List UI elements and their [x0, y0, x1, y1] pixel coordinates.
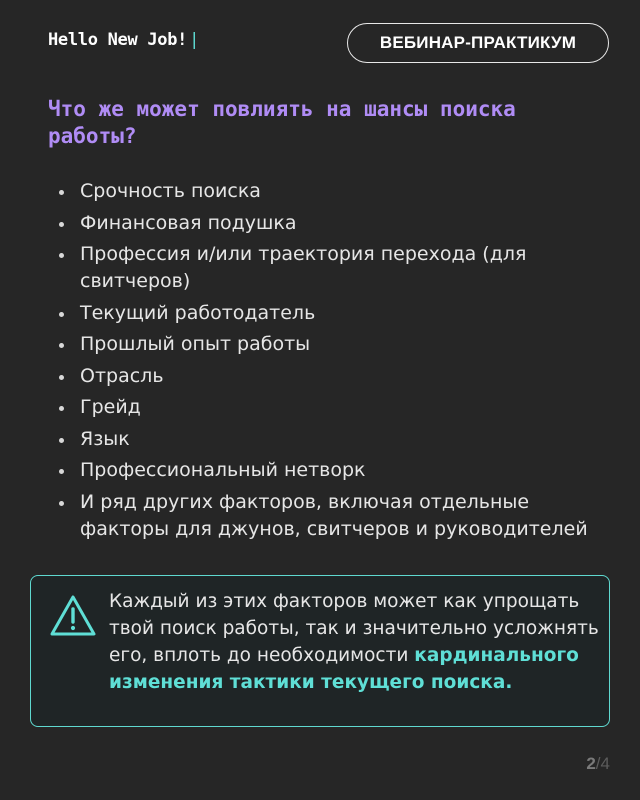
- list-item: [56, 241, 616, 295]
- bullet-icon: [59, 312, 64, 317]
- factor-label: Прошлый опыт работы: [80, 333, 311, 355]
- list-item: [56, 178, 616, 205]
- page-total: 4: [600, 754, 610, 773]
- bullet-icon: [59, 190, 64, 195]
- bullet-icon: [59, 406, 64, 411]
- list-item: [56, 457, 616, 484]
- factor-label: Финансовая подушка: [80, 211, 297, 234]
- factor-label: Срочность поиска: [80, 180, 261, 202]
- warning-callout: [30, 575, 610, 727]
- bullet-icon: [59, 343, 64, 348]
- bullet-icon: [59, 469, 64, 474]
- warning-triangle-icon: [49, 594, 97, 638]
- pagination: [586, 754, 610, 774]
- bullet-icon: [59, 253, 64, 258]
- bullet-icon: [59, 501, 64, 506]
- list-item: [56, 210, 616, 237]
- page-separator: /: [595, 754, 601, 773]
- factor-label: Отрасль: [80, 364, 164, 387]
- factor-label: Грейд: [80, 396, 141, 418]
- bullet-icon: [59, 222, 64, 227]
- page-current: 2: [586, 754, 596, 773]
- factor-label: Профессия и/или траектория перехода (для свитчеров): [80, 243, 527, 292]
- warning-text: [109, 588, 605, 696]
- list-item: [56, 489, 616, 543]
- page-title: Что же может повлиять на шансы поиска работы?: [48, 97, 516, 148]
- list-item: [56, 363, 616, 390]
- webinar-badge: [347, 23, 609, 63]
- factor-label: Профессиональный нетворк: [80, 459, 366, 481]
- list-item: [56, 426, 616, 453]
- factors-list: [56, 178, 616, 547]
- warning-text-highlight: кардинального изменения тактики текущего поиска.: [109, 645, 579, 693]
- bullet-icon: [59, 438, 64, 443]
- factor-label: Текущий работодатель: [80, 301, 316, 324]
- brand-cursor: |: [189, 30, 200, 50]
- list-item: [56, 394, 616, 421]
- list-item: [56, 300, 616, 327]
- brand-logo: [48, 30, 199, 50]
- factor-label: Язык: [80, 427, 130, 450]
- brand-name: Hello New Job!: [48, 30, 188, 50]
- warning-text-body: Каждый из этих факторов может как упрощать твой поиск работы, так и значительно усложнять его, вплоть до необходимости: [109, 591, 599, 666]
- webinar-badge-label: ВЕБИНАР-ПРАКТИКУМ: [379, 33, 577, 52]
- bullet-icon: [59, 375, 64, 380]
- list-item: [56, 331, 616, 358]
- factor-label: И ряд других факторов, включая отдельные факторы для джунов, свитчеров и руководителей: [80, 490, 588, 540]
